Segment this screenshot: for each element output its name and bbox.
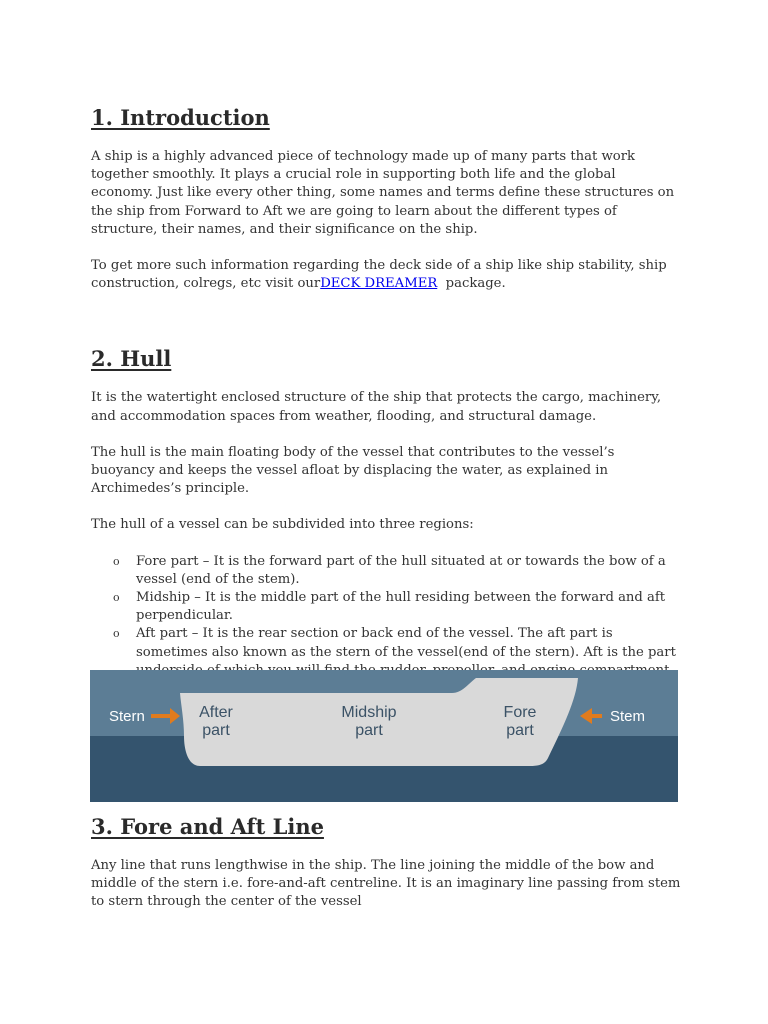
section-heading-hull: 2. Hull xyxy=(91,346,172,372)
fore-aft-paragraph: Any line that runs lengthwise in the ship. The line joining the middle of the bow and middle of the stern i.e. fore-and-aft centreline. It is an imaginary line passing from stem to stern through the center of the vessel xyxy=(91,858,681,910)
list-item-text: Fore part – It is the forward part of the hull situated at or towards the bow of a vessel (end of the stem). xyxy=(136,553,666,587)
intro-paragraph-2 xyxy=(91,257,681,293)
stern-label: Stern xyxy=(109,708,145,725)
hull-paragraph-2: The hull is the main floating body of the vessel that contributes to the vessel’s buoyancy and keeps the vessel afloat by displacing the water, as explained in Archimedes’s principle. xyxy=(91,444,615,497)
deck-dreamer-link[interactable]: DECK DREAMER xyxy=(320,276,438,292)
hull-diagram-svg xyxy=(90,670,678,802)
list-item-text: Aft part – It is the rear section or back end of the vessel. The aft part is sometimes also known as the stern of the vessel(end of the stern). Aft is the part xyxy=(136,626,676,660)
intro-paragraph-1: A ship is a highly advanced piece of technology made up of many parts that work together smoothly. It plays a crucial role in supporting both life and the global economy. Just like every other thing, some names and terms define these structures on the ship from Forward to Aft we are going to learn about the different types of structure, their names, and their significance on the ship. xyxy=(91,149,675,237)
list-item xyxy=(91,553,681,589)
midship-part-label-line1: Midship xyxy=(341,704,397,721)
bullet-marker: o xyxy=(113,554,120,568)
fore-part-label-line2: part xyxy=(506,722,534,739)
after-part-label-line1: After xyxy=(199,704,233,721)
after-part-label-line2: part xyxy=(202,722,230,739)
hull-regions-list xyxy=(91,553,681,680)
intro-paragraph-2-tail: package. xyxy=(437,276,506,292)
section-heading-introduction: 1. Introduction xyxy=(91,105,270,130)
bullet-marker: o xyxy=(113,591,120,605)
hull-paragraph-3: The hull of a vessel can be subdivided into three regions: xyxy=(91,517,474,533)
fore-aft-section xyxy=(91,813,681,912)
bullet-marker: o xyxy=(113,627,120,641)
hull-regions-diagram xyxy=(90,670,678,802)
midship-part-label-line2: part xyxy=(355,722,383,739)
hull-paragraph-1: It is the watertight enclosed structure of the ship that protects the cargo, machinery, and accommodation spaces from weather, flooding, and structural damage. xyxy=(91,390,662,424)
intro-paragraph-2-text: To get more such information regarding the deck side of a ship like ship stability, ship construction, colregs, etc visit our xyxy=(91,258,667,292)
fore-part-label-line1: Fore xyxy=(503,704,537,721)
stem-label: Stem xyxy=(610,708,646,725)
list-item-text: Midship – It is the middle part of the hull residing between the forward and aft perpendicular. xyxy=(136,590,666,624)
document-body xyxy=(91,104,681,680)
section-heading-fore-aft-line: 3. Fore and Aft Line xyxy=(91,814,324,839)
list-item xyxy=(91,589,681,625)
